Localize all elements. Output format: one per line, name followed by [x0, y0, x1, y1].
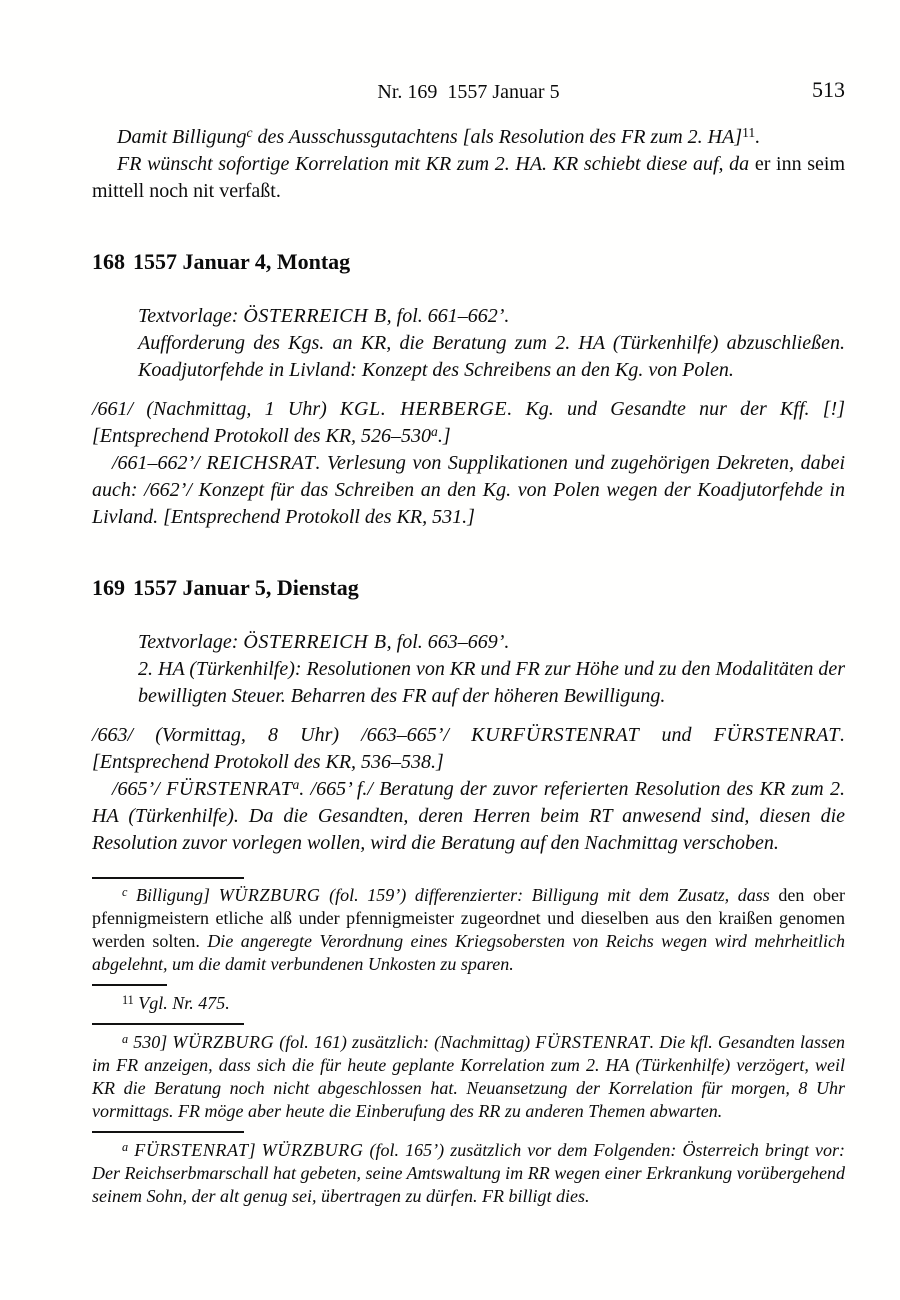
footnote [92, 1031, 845, 1123]
footnote-marker: 11 [122, 992, 134, 1007]
summary-paragraph [92, 151, 845, 205]
textvorlage-paragraph [138, 656, 845, 710]
institution-name: ÖSTERREICH B [243, 305, 387, 327]
footnote [92, 1139, 845, 1208]
protocol-paragraph [92, 776, 845, 857]
entry-number: 169 [92, 575, 125, 600]
text-segment: des Ausschussgutachtens [als Resolution des FR zum 2. HA] [252, 126, 743, 148]
summary-paragraph [92, 124, 845, 151]
text-segment: /661/ (Nachmittag, 1 Uhr) [92, 398, 341, 420]
entry-title: 1557 Januar 5, Dienstag [133, 575, 359, 600]
running-header-entry-ref: Nr. 169 [377, 81, 438, 103]
footnote-separator [92, 984, 167, 986]
institution-name: FÜRSTENRAT [535, 1032, 650, 1052]
entry-heading [92, 247, 845, 277]
footnote-marker: a [122, 1139, 129, 1154]
page-body [92, 124, 845, 1208]
text-segment: . Kg. und Gesandte nur der Kff. [!] [Entsprechend Protokoll des KR, 526–530 [92, 398, 845, 447]
footnote-separator [92, 1131, 244, 1133]
entry-title: 1557 Januar 4, Montag [133, 249, 351, 274]
footnote-marker: c [246, 124, 253, 140]
entry-heading [92, 573, 845, 603]
text-segment: . [Entsprechend Protokoll des KR, 536–538.] [92, 724, 845, 773]
text-segment: Textvorlage: [138, 631, 244, 653]
entry-number: 168 [92, 249, 125, 274]
footnote-marker: a [292, 776, 300, 792]
text-segment: Die angeregte Verordnung eines Kriegsobersten von Reichs wegen wird mehrheitlich abgelehnt, um die damit verbundenen Unkosten zu sparen. [92, 931, 845, 974]
text-segment: , fol. 661–662’. [386, 305, 510, 327]
text-segment: /665’/ [112, 778, 167, 800]
institution-name: KURFÜRSTENRAT [471, 724, 640, 746]
institution-name: WÜRZBURG [218, 885, 321, 905]
textvorlage-paragraph [138, 303, 845, 330]
text-segment: 2. HA (Türkenhilfe): Resolutionen von KR und FR zur Höhe und zu den Modalitäten der bewilligten Steuer. Beharren des FR auf der höheren Bewilligung. [138, 658, 845, 707]
institution-name: WÜRZBURG [172, 1032, 275, 1052]
institution-name: FÜRSTENRAT [166, 778, 293, 800]
protocol-paragraph [92, 450, 845, 531]
quoted-source-text: den ober pfennigmeistern etliche alß under pfennigmeister zugeordnet und dieselben aus den kraißen genomen werden solten. [92, 885, 845, 951]
running-header [92, 77, 845, 104]
text-segment: , fol. 663–669’. [386, 631, 510, 653]
text-segment: (fol. 165’) zusätzlich vor dem Folgenden: Österreich bringt vor: Der Reichserbmarschall hat gebeten, seine Amtswaltung im RR wegen einer Erkrankung vorübergehend seinem Sohn, der alt genug sei, übertragen zu dürfen. FR billigt dies. [92, 1140, 845, 1206]
text-segment: (fol. 159’) differenzierter: Billigung mit dem Zusatz, dass [320, 885, 779, 905]
footnote-marker: a [431, 423, 438, 439]
text-segment: Billigung] [127, 885, 219, 905]
text-segment: Textvorlage: [138, 305, 244, 327]
footnote-marker: 11 [742, 124, 756, 140]
text-segment: und [639, 724, 714, 746]
textvorlage-paragraph [138, 330, 845, 384]
text-segment: . Die kfl. Gesandten lassen im FR anzeigen, dass sich die für heute geplante Korrelation zum 2. HA (Türkenhilfe) verzögert, weil KR die Beratung noch nicht abgeschlossen hat. Neuansetzung der Korrelation für morgen, 8 Uhr vormittags. FR möge aber heute die Einberufung des RR zu anderen Themen abwarten. [92, 1032, 846, 1121]
text-segment: /661–662’/ [112, 452, 207, 474]
text-segment: ] [248, 1140, 262, 1160]
institution-name: REICHSRAT [206, 452, 316, 474]
textvorlage-paragraph [138, 629, 845, 656]
footnote-separator [92, 1023, 244, 1025]
page-number: 513 [812, 77, 845, 102]
institution-name: KGL. HERBERGE [340, 398, 508, 420]
text-segment: 530] [128, 1032, 173, 1052]
text-segment: (fol. 161) zusätzlich: (Nachmittag) [274, 1032, 536, 1052]
text-segment: . [755, 126, 761, 148]
institution-name: WÜRZBURG [261, 1140, 364, 1160]
protocol-paragraph [92, 722, 845, 776]
text-segment: . /665’ f./ Beratung der zuvor referierten Resolution des KR zum 2. HA (Türkenhilfe). Da die Gesandten, deren Herren beim RT anwesend sind, diesen die Resolution zuvor vorlegen wollen, wird die Beratung auf den Nachmittag verschoben. [92, 778, 845, 854]
page-header [92, 77, 845, 104]
text-segment: /663/ (Vormittag, 8 Uhr) /663–665’/ [92, 724, 472, 746]
institution-name: FÜRSTENRAT [713, 724, 840, 746]
footnote-marker: a [122, 1031, 129, 1046]
institution-name: ÖSTERREICH B [243, 631, 387, 653]
quoted-source-text: er inn seim mittell noch nit verfaßt. [92, 153, 846, 202]
institution-name: FÜRSTENRAT [134, 1140, 249, 1160]
text-segment: Aufforderung des Kgs. an KR, die Beratung zum 2. HA (Türkenhilfe) abzuschließen. Koadjutorfehde in Livland: Konzept des Schreibens an den Kg. von Polen. [138, 332, 845, 381]
protocol-paragraph [92, 396, 845, 450]
running-header-date: 1557 Januar 5 [447, 81, 560, 103]
footnote-separator [92, 877, 244, 879]
text-segment: Vgl. Nr. 475. [133, 993, 230, 1013]
text-segment: . Verlesung von Supplikationen und zugehörigen Dekreten, dabei auch: /662’/ Konzept für das Schreiben an den Kg. von Polen wegen der Koadjutorfehde in Livland. [Entsprechend Protokoll des KR, 531.] [92, 452, 845, 528]
footnote [92, 992, 845, 1015]
footnote [92, 884, 845, 976]
footnote-marker: c [122, 884, 128, 899]
text-segment: .] [437, 425, 451, 447]
text-segment: FR wünscht sofortige Korrelation mit KR zum 2. HA. KR schiebt diese auf, da [117, 153, 755, 175]
text-segment: Damit Billigung [117, 126, 247, 148]
